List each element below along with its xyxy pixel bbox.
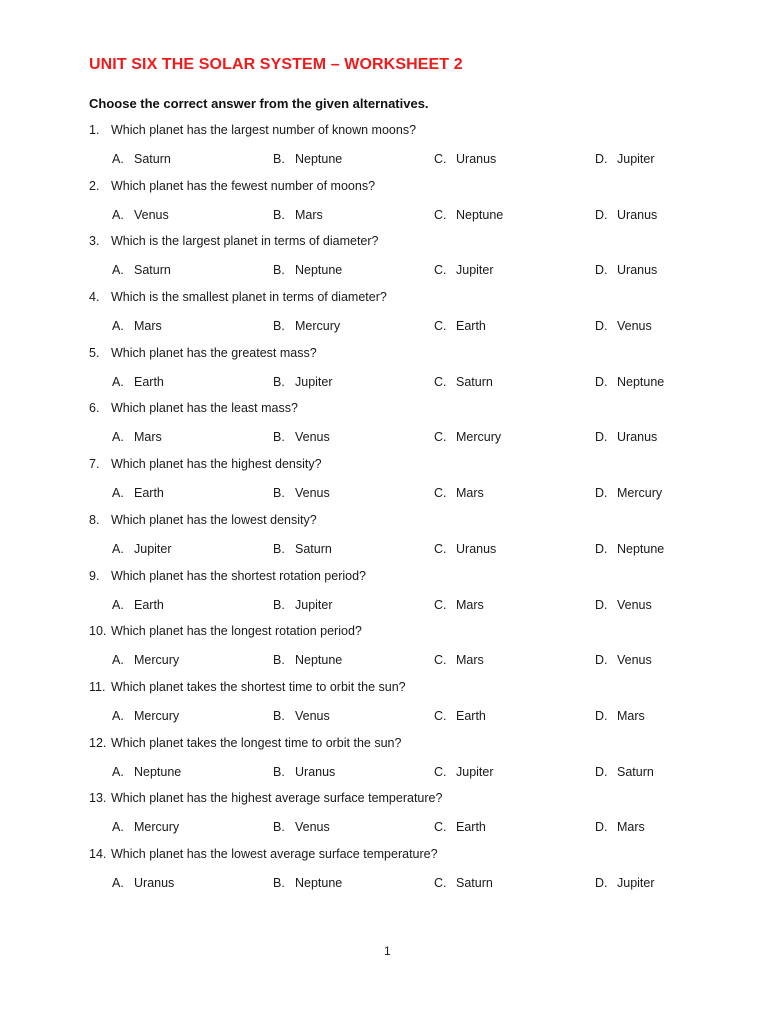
option-b	[273, 542, 332, 556]
option-text: Earth	[134, 597, 164, 612]
option-a	[112, 542, 172, 556]
option-d	[595, 263, 657, 277]
question-number: 10.	[89, 624, 107, 639]
option-text: Earth	[456, 708, 486, 723]
option-text: Neptune	[295, 875, 343, 890]
question-item	[0, 343, 768, 399]
question-text: Which planet has the longest rotation period?	[111, 624, 362, 639]
option-letter: D.	[595, 152, 608, 166]
option-letter: B.	[273, 207, 285, 222]
page-title: UNIT SIX THE SOLAR SYSTEM – WORKSHEET 2	[89, 56, 463, 73]
option-d	[595, 152, 655, 166]
question-text: Which planet takes the longest time to orbit the sun?	[111, 735, 402, 750]
option-text: Uranus	[617, 207, 658, 222]
option-text: Neptune	[295, 152, 343, 166]
option-letter: C.	[434, 764, 447, 779]
option-c	[434, 542, 496, 556]
option-letter: A.	[112, 486, 124, 501]
option-d	[595, 208, 657, 222]
question-item	[0, 677, 768, 733]
option-letter: B.	[273, 374, 285, 389]
option-text: Uranus	[295, 764, 336, 779]
option-letter: A.	[112, 764, 124, 779]
question-line	[89, 457, 322, 471]
option-text: Mercury	[617, 486, 663, 501]
option-letter: B.	[273, 541, 285, 556]
option-text: Venus	[295, 486, 330, 501]
option-letter: D.	[595, 263, 608, 278]
option-text: Mercury	[134, 708, 180, 723]
option-a	[112, 430, 162, 444]
option-c	[434, 820, 486, 834]
option-letter: C.	[434, 541, 447, 556]
option-letter: C.	[434, 820, 447, 835]
option-letter: B.	[273, 820, 285, 835]
option-text: Uranus	[456, 541, 497, 556]
option-b	[273, 319, 340, 333]
question-item	[0, 454, 768, 510]
option-letter: B.	[273, 430, 285, 445]
option-letter: B.	[273, 486, 285, 501]
option-letter: A.	[112, 653, 124, 668]
question-line	[89, 290, 387, 304]
option-text: Mercury	[134, 653, 180, 668]
option-text: Uranus	[617, 430, 658, 445]
option-text: Saturn	[134, 263, 171, 278]
question-line	[89, 791, 442, 805]
option-text: Mercury	[134, 820, 180, 835]
option-letter: B.	[273, 152, 285, 166]
question-line	[89, 123, 416, 137]
option-text: Jupiter	[295, 597, 333, 612]
question-text: Which planet has the shortest rotation period?	[111, 568, 367, 583]
option-b	[273, 208, 323, 222]
option-letter: A.	[112, 820, 124, 835]
option-letter: D.	[595, 374, 608, 389]
option-text: Mercury	[456, 430, 502, 445]
question-list	[0, 120, 768, 900]
question-text: Which planet has the highest average surface temperature?	[111, 791, 443, 806]
option-letter: C.	[434, 597, 447, 612]
question-item	[0, 176, 768, 232]
question-number: 12.	[89, 735, 107, 750]
question-number: 14.	[89, 846, 107, 861]
option-text: Jupiter	[617, 152, 655, 166]
question-line	[89, 847, 438, 861]
option-text: Venus	[617, 597, 652, 612]
option-letter: C.	[434, 319, 447, 334]
option-a	[112, 152, 171, 166]
option-letter: D.	[595, 319, 608, 334]
option-text: Mars	[134, 319, 162, 334]
option-text: Neptune	[295, 653, 343, 668]
option-b	[273, 430, 330, 444]
option-letter: C.	[434, 374, 447, 389]
option-text: Venus	[617, 653, 652, 668]
option-letter: D.	[595, 875, 608, 890]
option-text: Uranus	[134, 875, 175, 890]
option-text: Earth	[456, 319, 486, 334]
option-b	[273, 486, 330, 500]
option-letter: D.	[595, 430, 608, 445]
question-text: Which planet has the fewest number of moons?	[111, 178, 376, 193]
question-item	[0, 120, 768, 176]
option-a	[112, 598, 164, 612]
option-text: Mars	[295, 207, 323, 222]
option-letter: D.	[595, 708, 608, 723]
option-c	[434, 486, 484, 500]
option-a	[112, 486, 164, 500]
question-text: Which planet has the least mass?	[111, 401, 298, 416]
question-item	[0, 733, 768, 789]
option-letter: B.	[273, 708, 285, 723]
option-text: Saturn	[456, 875, 493, 890]
option-text: Venus	[295, 820, 330, 835]
option-text: Venus	[617, 319, 652, 334]
question-item	[0, 621, 768, 677]
option-text: Neptune	[456, 207, 504, 222]
option-d	[595, 430, 657, 444]
option-letter: C.	[434, 263, 447, 278]
question-line	[89, 179, 375, 193]
option-letter: B.	[273, 263, 285, 278]
option-text: Earth	[134, 374, 164, 389]
option-b	[273, 765, 335, 779]
option-text: Mars	[456, 653, 484, 668]
question-item	[0, 231, 768, 287]
option-b	[273, 263, 342, 277]
question-line	[89, 513, 317, 527]
option-letter: A.	[112, 708, 124, 723]
option-d	[595, 653, 652, 667]
option-d	[595, 486, 662, 500]
option-text: Saturn	[456, 374, 493, 389]
option-b	[273, 375, 333, 389]
option-text: Neptune	[295, 263, 343, 278]
option-letter: C.	[434, 152, 447, 166]
option-c	[434, 375, 493, 389]
option-letter: D.	[595, 764, 608, 779]
option-b	[273, 653, 342, 667]
question-text: Which is the smallest planet in terms of diameter?	[111, 290, 387, 305]
option-text: Mars	[617, 708, 645, 723]
option-text: Jupiter	[456, 263, 494, 278]
option-text: Mars	[617, 820, 645, 835]
option-text: Jupiter	[134, 541, 172, 556]
option-a	[112, 765, 181, 779]
question-number: 3.	[89, 234, 100, 249]
option-text: Mars	[456, 597, 484, 612]
option-text: Mercury	[295, 319, 341, 334]
option-d	[595, 765, 654, 779]
option-c	[434, 709, 486, 723]
option-a	[112, 263, 171, 277]
option-b	[273, 820, 330, 834]
question-number: 13.	[89, 791, 107, 806]
question-item	[0, 788, 768, 844]
question-item	[0, 566, 768, 622]
option-text: Jupiter	[617, 875, 655, 890]
question-number: 8.	[89, 512, 100, 527]
option-letter: A.	[112, 875, 124, 890]
option-c	[434, 319, 486, 333]
option-c	[434, 765, 494, 779]
option-text: Earth	[134, 486, 164, 501]
question-line	[89, 401, 298, 415]
option-letter: D.	[595, 486, 608, 501]
option-a	[112, 319, 162, 333]
option-text: Neptune	[134, 764, 182, 779]
option-letter: C.	[434, 653, 447, 668]
option-letter: D.	[595, 541, 608, 556]
option-text: Jupiter	[295, 374, 333, 389]
instructions: Choose the correct answer from the given alternatives.	[89, 96, 429, 111]
option-text: Earth	[456, 820, 486, 835]
option-a	[112, 208, 169, 222]
option-letter: C.	[434, 708, 447, 723]
option-c	[434, 430, 501, 444]
option-a	[112, 375, 164, 389]
option-letter: A.	[112, 152, 124, 166]
option-a	[112, 709, 179, 723]
option-letter: A.	[112, 374, 124, 389]
option-letter: A.	[112, 207, 124, 222]
option-letter: A.	[112, 597, 124, 612]
option-c	[434, 653, 484, 667]
option-letter: D.	[595, 207, 608, 222]
option-d	[595, 820, 645, 834]
question-text: Which planet has the highest density?	[111, 457, 322, 472]
question-number: 4.	[89, 290, 100, 305]
question-number: 6.	[89, 401, 100, 416]
option-text: Jupiter	[456, 764, 494, 779]
option-letter: B.	[273, 319, 285, 334]
option-c	[434, 263, 494, 277]
option-d	[595, 709, 645, 723]
question-item	[0, 398, 768, 454]
question-number: 11.	[89, 679, 106, 694]
option-letter: A.	[112, 263, 124, 278]
question-text: Which planet has the lowest average surface temperature?	[111, 846, 438, 861]
option-b	[273, 152, 342, 166]
question-number: 7.	[89, 457, 100, 472]
question-text: Which planet has the lowest density?	[111, 512, 317, 527]
question-number: 9.	[89, 568, 100, 583]
page-number: 1	[384, 944, 391, 958]
option-letter: B.	[273, 764, 285, 779]
option-text: Venus	[134, 207, 169, 222]
option-c	[434, 876, 493, 890]
option-c	[434, 152, 496, 166]
option-c	[434, 598, 484, 612]
option-text: Mars	[134, 430, 162, 445]
question-item	[0, 844, 768, 900]
option-letter: C.	[434, 430, 447, 445]
question-line	[89, 569, 366, 583]
option-a	[112, 876, 174, 890]
option-letter: C.	[434, 875, 447, 890]
option-letter: B.	[273, 653, 285, 668]
question-text: Which is the largest planet in terms of diameter?	[111, 234, 379, 249]
option-a	[112, 820, 179, 834]
question-line	[89, 624, 362, 638]
option-text: Uranus	[617, 263, 658, 278]
option-letter: A.	[112, 430, 124, 445]
option-b	[273, 709, 330, 723]
option-text: Venus	[295, 708, 330, 723]
question-line	[89, 736, 401, 750]
option-b	[273, 876, 342, 890]
option-a	[112, 653, 179, 667]
option-letter: A.	[112, 319, 124, 334]
option-text: Saturn	[617, 764, 654, 779]
option-text: Saturn	[134, 152, 171, 166]
option-letter: A.	[112, 541, 124, 556]
option-text: Venus	[295, 430, 330, 445]
question-line	[89, 346, 317, 360]
option-letter: C.	[434, 207, 447, 222]
option-b	[273, 598, 333, 612]
option-text: Mars	[456, 486, 484, 501]
option-c	[434, 208, 503, 222]
question-text: Which planet takes the shortest time to orbit the sun?	[111, 679, 406, 694]
question-text: Which planet has the largest number of known moons?	[111, 123, 417, 137]
option-letter: D.	[595, 597, 608, 612]
option-letter: B.	[273, 875, 285, 890]
option-d	[595, 876, 655, 890]
option-letter: D.	[595, 653, 608, 668]
question-number: 2.	[89, 178, 100, 193]
option-letter: C.	[434, 486, 447, 501]
option-letter: D.	[595, 820, 608, 835]
option-d	[595, 375, 664, 389]
option-text: Neptune	[617, 541, 665, 556]
option-d	[595, 319, 652, 333]
option-text: Uranus	[456, 152, 497, 166]
question-text: Which planet has the greatest mass?	[111, 345, 317, 360]
question-line	[89, 680, 406, 694]
option-text: Saturn	[295, 541, 332, 556]
option-d	[595, 542, 664, 556]
option-d	[595, 598, 652, 612]
option-letter: B.	[273, 597, 285, 612]
question-item	[0, 510, 768, 566]
question-number: 1.	[89, 123, 100, 137]
question-number: 5.	[89, 345, 100, 360]
question-line	[89, 234, 378, 248]
question-item	[0, 287, 768, 343]
option-text: Neptune	[617, 374, 665, 389]
